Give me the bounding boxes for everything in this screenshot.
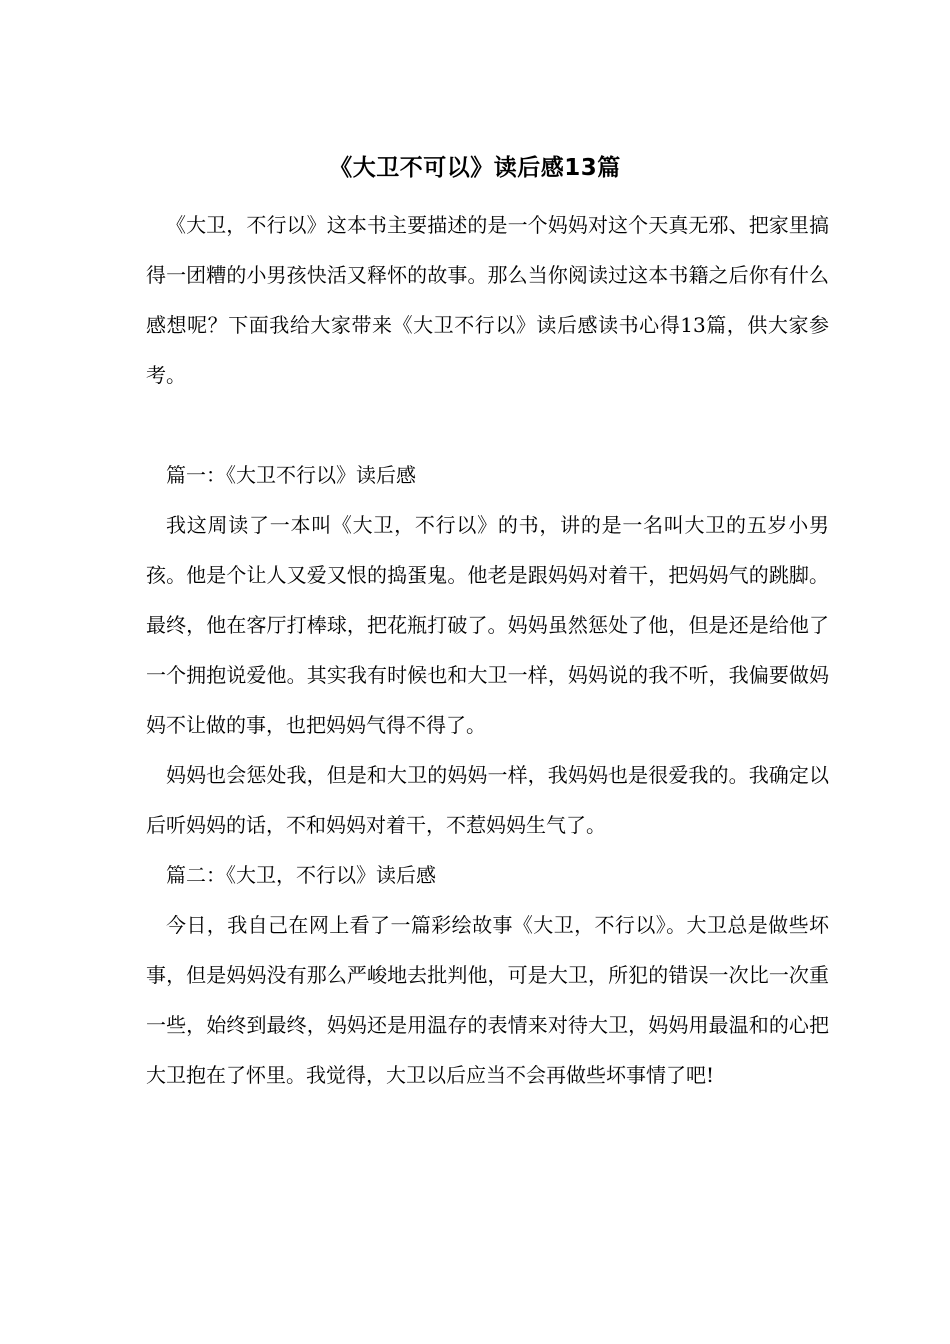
body-paragraph: 我这周读了一本叫《大卫，不行以》的书，讲的是一名叫大卫的五岁小男孩。他是个让人又爱又恨的捣蛋鬼。他老是跟妈妈对着干，把妈妈气的跳脚。最终，他在客厅打棒球，把花瓶打破了。妈妈虽然惩处了他，但是还是给他了一个拥抱说爱他。其实我有时候也和大卫一样，妈妈说的我不听，我偏要做妈妈不让做的事，也把妈妈气得不得了。 [146, 513, 829, 737]
intro-paragraph: 《大卫，不行以》这本书主要描述的是一个妈妈对这个天真无邪、把家里搞得一团糟的小男孩快活又释怀的故事。那么当你阅读过这本书籍之后你有什么感想呢？下面我给大家带来《大卫不行以》读后感读书心得13篇，供大家参考。 [146, 213, 829, 387]
page-title: 《大卫不可以》读后感13篇 [329, 155, 621, 181]
blank-line [146, 400, 829, 450]
section-heading-1: 篇一：《大卫不行以》读后感 [166, 463, 416, 487]
document-body [146, 200, 829, 1100]
body-paragraph: 今日，我自己在网上看了一篇彩绘故事《大卫，不行以》。大卫总是做些坏事，但是妈妈没有那么严峻地去批判他，可是大卫，所犯的错误一次比一次重一些，始终到最终，妈妈还是用温存的表情来对待大卫，妈妈用最温和的心把大卫抱在了怀里。我觉得，大卫以后应当不会再做些坏事情了吧! [146, 913, 829, 1087]
body-paragraph: 妈妈也会惩处我，但是和大卫的妈妈一样，我妈妈也是很爱我的。我确定以后听妈妈的话，不和妈妈对着干，不惹妈妈生气了。 [146, 763, 829, 837]
section-heading-2: 篇二：《大卫，不行以》读后感 [166, 863, 436, 887]
